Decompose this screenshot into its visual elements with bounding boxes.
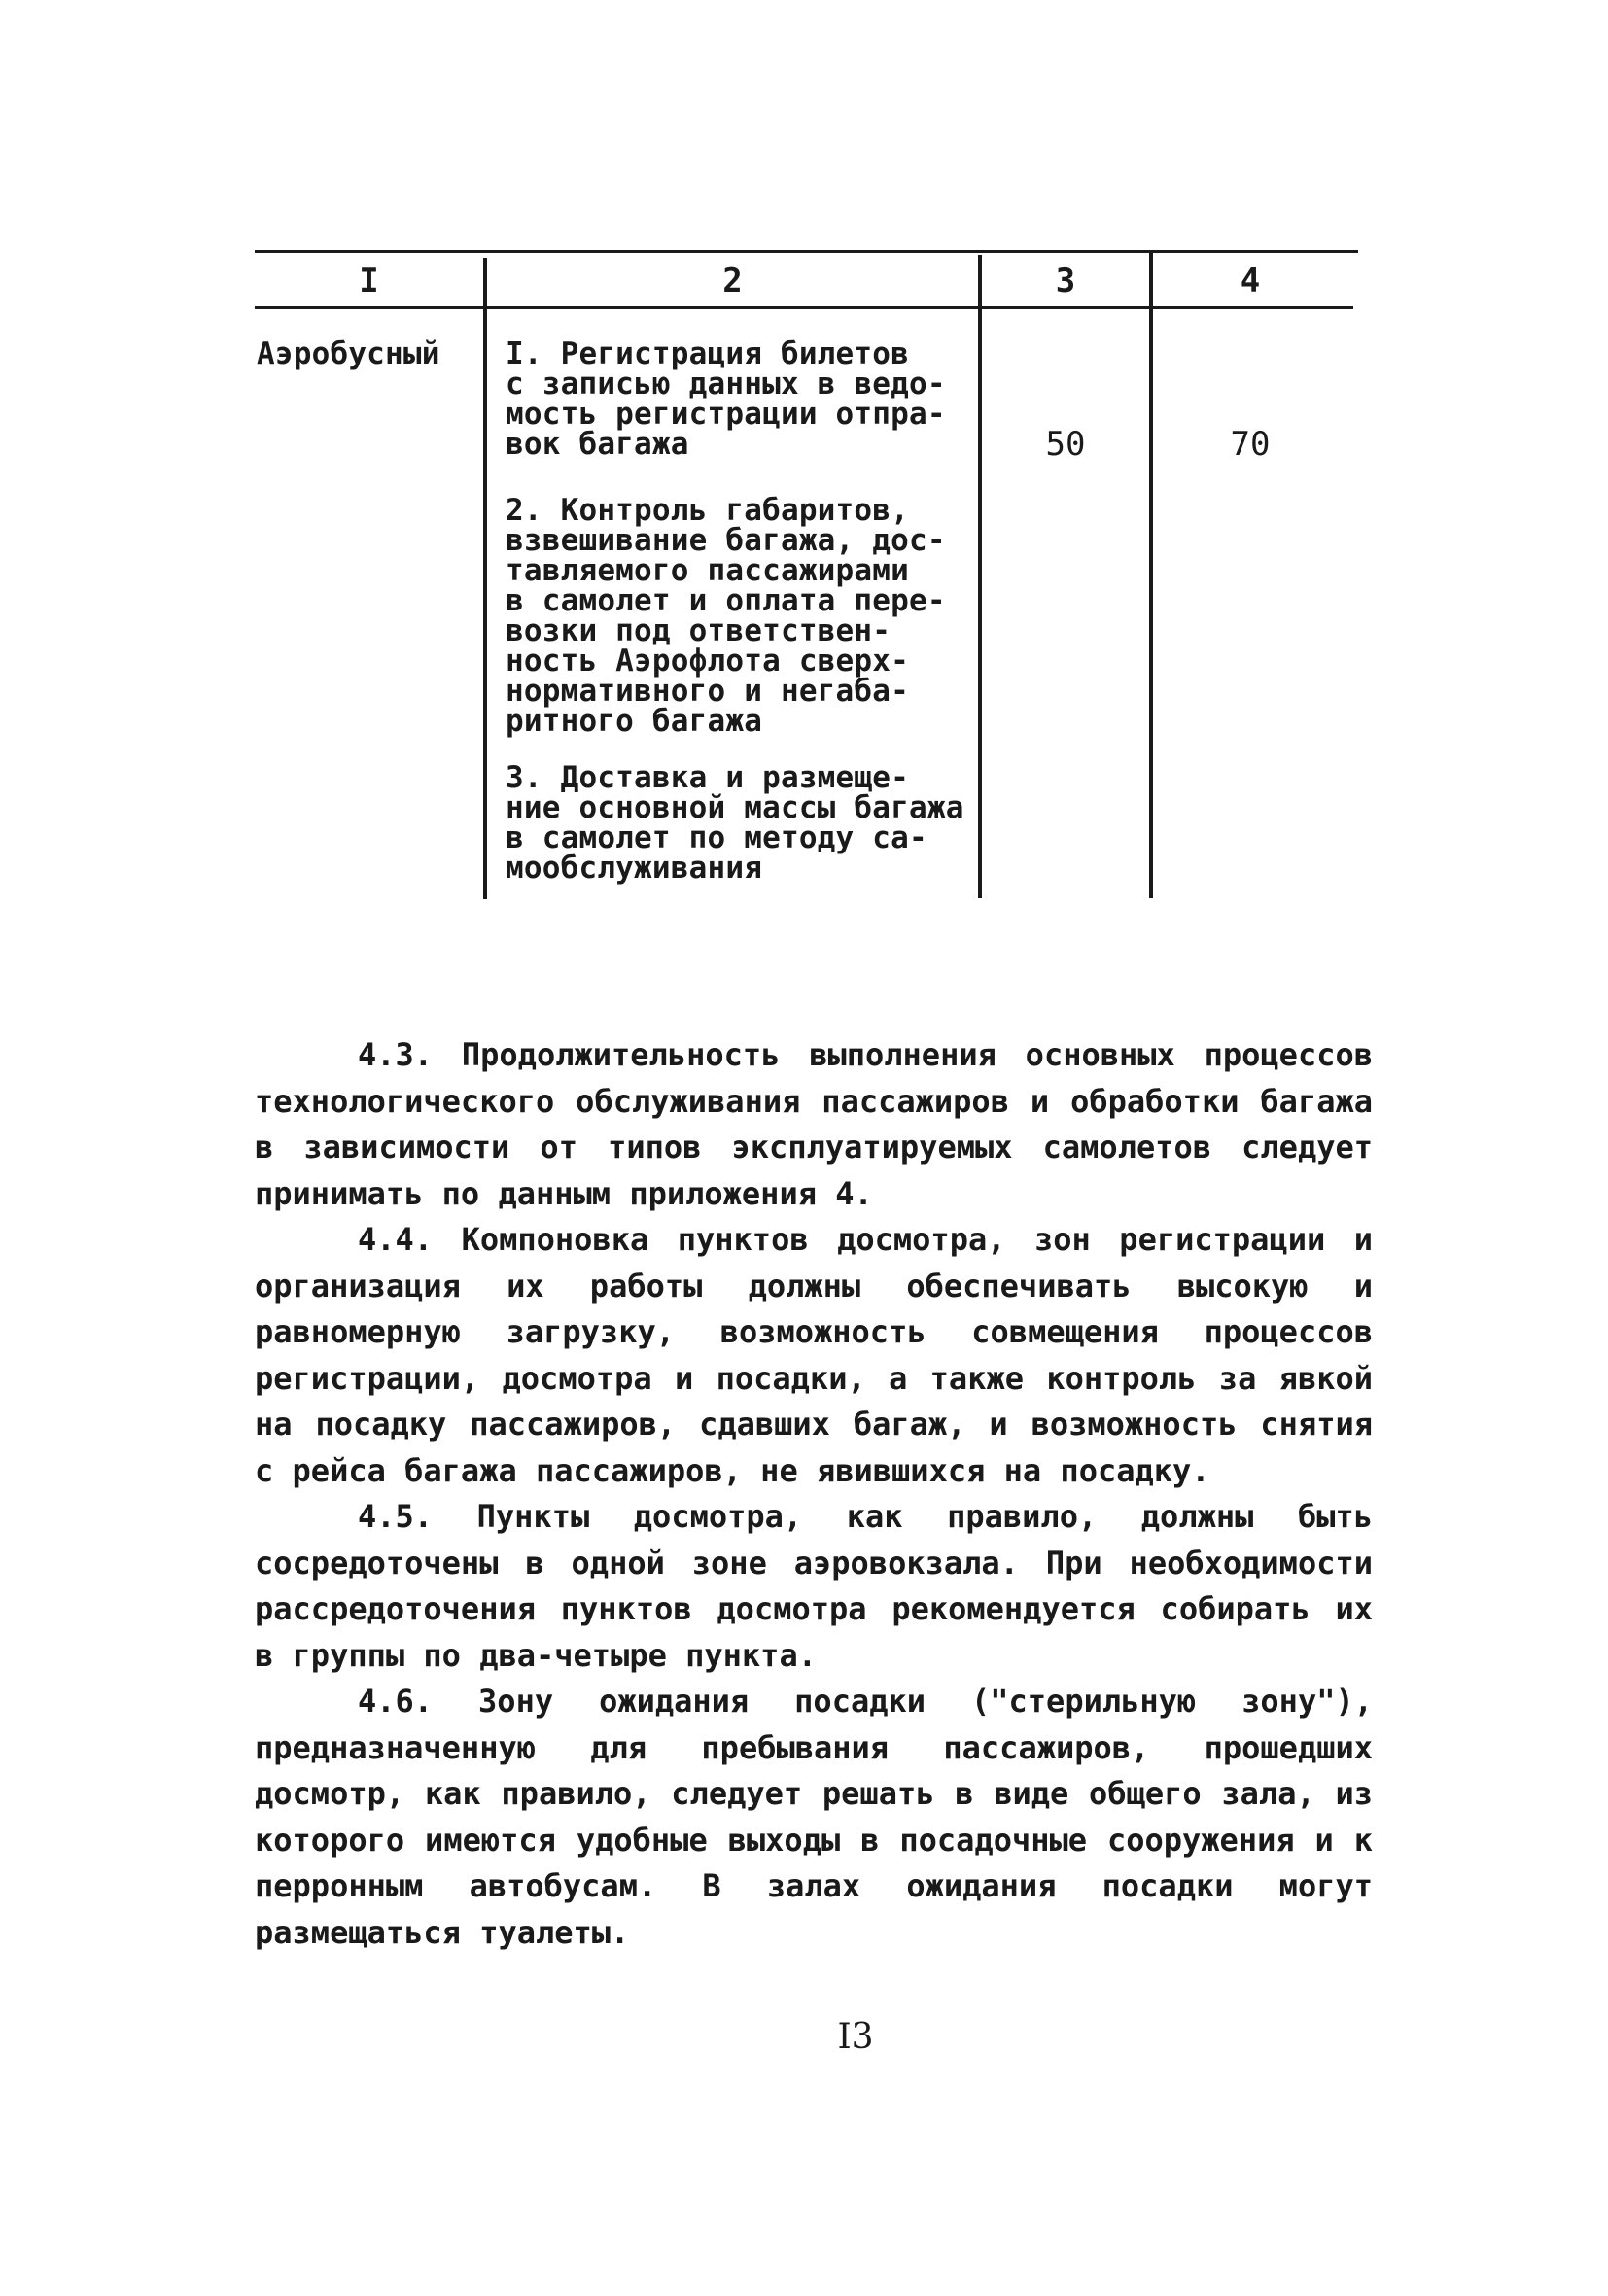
column-header-2: 2 [722,261,743,300]
column-divider-2 [978,255,982,898]
table-top-rule [255,250,1358,253]
column-divider-3 [1149,252,1153,898]
column-header-4: 4 [1240,261,1261,300]
column-4-value: 70 [1230,425,1271,464]
table-header-rule [255,306,1353,309]
column-header-3: 3 [1055,261,1076,300]
process-item-1: I. Регистрация билетов с записью данных в ведо- мость регистрации отпра- вок багажа [506,336,946,462]
column-header-1: I [359,261,379,300]
paragraph-4-4: 4.4. Компоновка пунктов досмотра, зон регистрации и организация их работы должны обеспечивать высокую и равномерную загрузку, возможность совмещения процессов регистрации, досмотра и посадки, а также контроль за явкой на посадку пассажиров, сдавших багаж, и возможность снятия с рейса багажа пассажиров, не явившихся на посадку. [255,1221,1373,1489]
column-3-value: 50 [1045,425,1086,464]
column-divider-1 [483,258,487,899]
paragraph-4-5: 4.5. Пункты досмотра, как правило, должны быть сосредоточены в одной зоне аэровокзала. При необходимости рассредоточения пунктов досмотра рекомендуется собирать их в группы по два-четыре пункта. [255,1498,1373,1674]
process-item-3: 3. Доставка и размеще- ние основной массы багажа в самолет по методу са- мообслуживания [506,760,964,886]
data-table [255,250,1358,898]
aircraft-type-cell: Аэробусный [257,336,440,371]
paragraph-4-6: 4.6. Зону ожидания посадки ("стерильную зону"), предназначенную для пребывания пассажиров, прошедших досмотр, как правило, следует решать в виде общего зала, из которого имеются удобные выходы в посадочные сооружения и к перронным автобусам. В залах ожидания посадки могут размещаться туалеты. [255,1683,1373,1951]
paragraph-4-3: 4.3. Продолжительность выполнения основных процессов технологического обслуживания пассажиров и обработки багажа в зависимости от типов эксплуатируемых самолетов следует принимать по данным приложения 4. [255,1036,1373,1212]
body-text [255,1032,1373,1956]
page-number: I3 [837,2017,874,2057]
process-item-2: 2. Контроль габаритов, взвешивание багажа, дос- тавляемого пассажирами в самолет и оплата пере- возки под ответствен- ность Аэрофлота сверх- нормативного и негаба- ритного багажа [506,493,946,739]
